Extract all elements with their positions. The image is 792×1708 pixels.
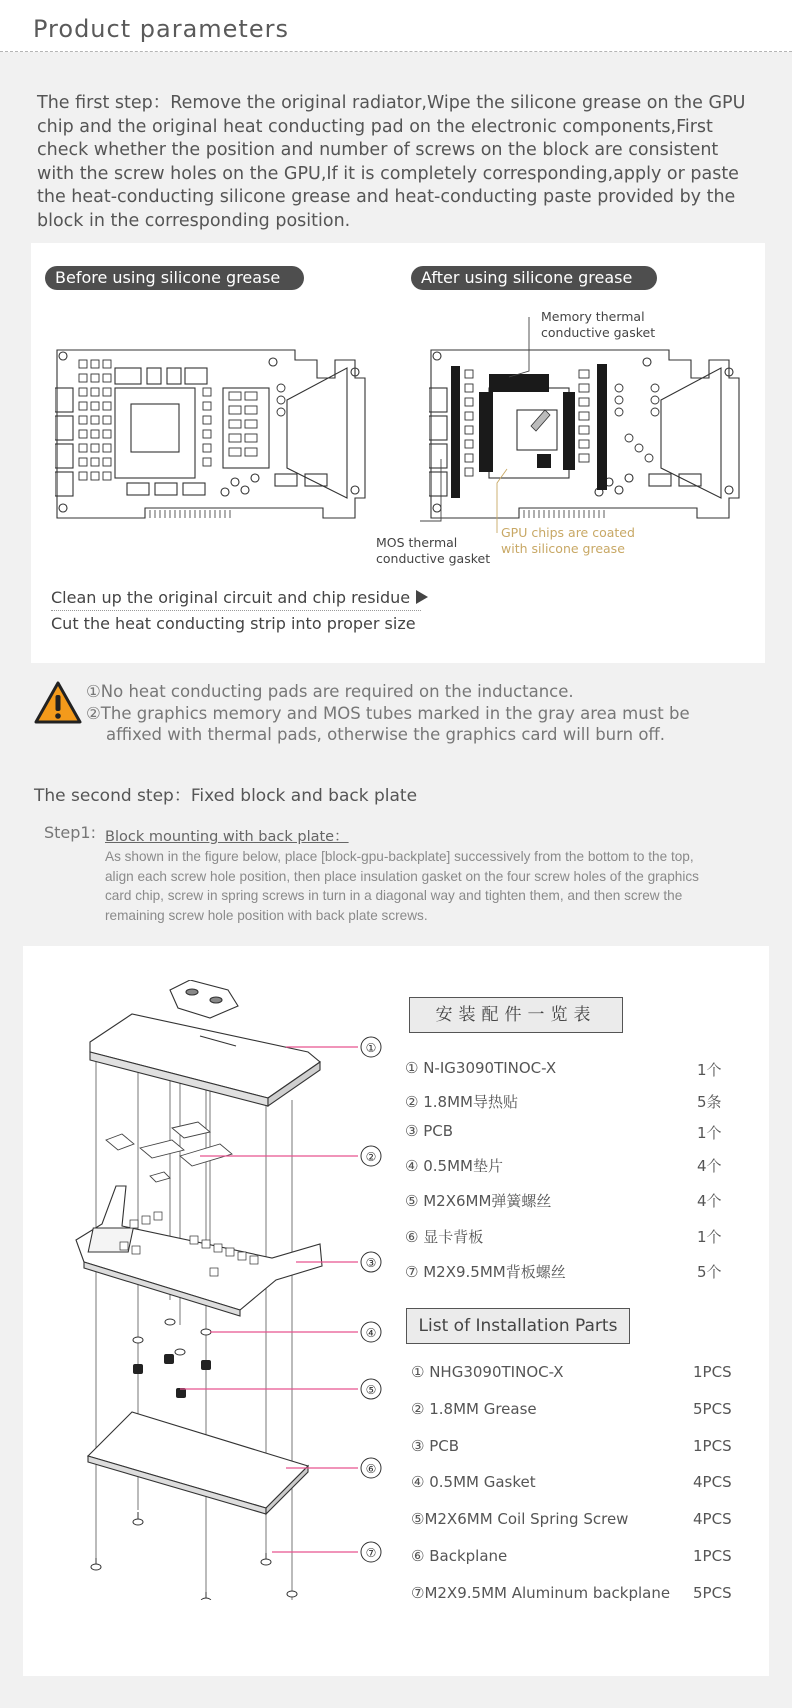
parts-en-qty: 4PCS bbox=[693, 1510, 732, 1528]
parts-en-row-5 bbox=[411, 1510, 741, 1530]
step1-body: As shown in the figure below, place [block-gpu-backplate] successively from the bottom to the top, align each screw hole position, then place insulation gasket on the four screw holes of the graphics card chip, screw in spring screws in turn in a diagonal way and tighten them, and then screw the remaining screw hole position with back plate screws. bbox=[105, 849, 699, 923]
parts-cn-name: ③ PCB bbox=[405, 1122, 454, 1140]
parts-cn-row-1 bbox=[405, 1059, 725, 1079]
exploded-assembly-diagram bbox=[60, 980, 400, 1600]
warning-text bbox=[86, 681, 690, 746]
parts-en-qty: 5PCS bbox=[693, 1400, 732, 1418]
before-label: Before using silicone grease bbox=[45, 266, 304, 290]
gpu-callout bbox=[501, 525, 635, 557]
parts-en-row-7 bbox=[411, 1584, 741, 1604]
parts-en-row-4 bbox=[411, 1473, 741, 1493]
gpu-callout-line1: GPU chips are coated bbox=[501, 525, 635, 540]
parts-cn-qty: 1个 bbox=[697, 1124, 722, 1142]
parts-en-row-3 bbox=[411, 1437, 741, 1457]
parts-cn-qty: 1个 bbox=[697, 1228, 722, 1246]
page-header bbox=[0, 0, 792, 52]
parts-list-cn-title: 安装配件一览表 bbox=[409, 997, 623, 1033]
mos-callout bbox=[376, 535, 490, 567]
parts-cn-row-2 bbox=[405, 1091, 725, 1111]
parts-cn-row-6 bbox=[405, 1226, 725, 1246]
warning-line1: ①No heat conducting pads are required on the inductance. bbox=[86, 682, 574, 701]
intro-text: The first step：Remove the original radiator,Wipe the silicone grease on the GPU chip and the original heat conducting pad on the electronic components,First check whether the position and number of screws on the block are consistent with the screw holes on the GPU,If it is completely corresponding,apply or paste the heat-conducting silicone grease and heat-conducting paste provided by the block in the corresponding position. bbox=[37, 93, 746, 231]
callout-num-6: ⑥ bbox=[365, 1462, 377, 1476]
warning-line2: ②The graphics memory and MOS tubes marked in the gray area must be bbox=[86, 703, 690, 723]
parts-cn-row-7 bbox=[405, 1261, 725, 1281]
parts-cn-row-4 bbox=[405, 1155, 725, 1175]
step1-label: Step1: bbox=[44, 823, 96, 842]
parts-en-name: ⑦M2X9.5MM Aluminum backplane bbox=[411, 1584, 671, 1602]
memory-callout-line2: conductive gasket bbox=[541, 325, 656, 340]
parts-cn-qty: 1个 bbox=[697, 1061, 722, 1079]
parts-cn-qty: 5个 bbox=[697, 1263, 722, 1281]
parts-cn-qty: 4个 bbox=[697, 1157, 722, 1175]
mos-callout-line2: conductive gasket bbox=[376, 551, 491, 566]
warning-icon bbox=[34, 680, 82, 726]
parts-en-qty: 1PCS bbox=[693, 1437, 732, 1455]
gpu-callout-line2: with silicone grease bbox=[501, 541, 625, 556]
parts-cn-row-3 bbox=[405, 1122, 725, 1142]
parts-en-name: ③ PCB bbox=[411, 1437, 460, 1455]
parts-en-qty: 1PCS bbox=[693, 1363, 732, 1381]
page-title: Product parameters bbox=[33, 15, 289, 43]
parts-cn-name: ② 1.8MM导热贴 bbox=[405, 1093, 518, 1111]
parts-cn-name: ⑦ M2X9.5MM背板螺丝 bbox=[405, 1263, 566, 1281]
warning-line3: affixed with thermal pads, otherwise the graphics card will burn off. bbox=[106, 725, 666, 744]
step1-title: Block mounting with back plate： bbox=[105, 829, 349, 845]
callout-num-7: ⑦ bbox=[365, 1546, 377, 1560]
second-step-title: The second step：Fixed block and back plate bbox=[34, 786, 418, 806]
parts-cn-name: ① N-IG3090TINOC-X bbox=[405, 1059, 557, 1077]
parts-cn-name: ⑥ 显卡背板 bbox=[405, 1228, 484, 1246]
cut-strip-text: Cut the heat conducting strip into proper size bbox=[51, 614, 416, 633]
parts-en-qty: 1PCS bbox=[693, 1547, 732, 1565]
dotted-divider bbox=[51, 610, 421, 611]
callout-num-5: ⑤ bbox=[365, 1383, 377, 1397]
parts-cn-row-5 bbox=[405, 1190, 725, 1210]
memory-callout bbox=[541, 309, 655, 341]
parts-list-en-title: List of Installation Parts bbox=[406, 1308, 630, 1344]
parts-en-name: ② 1.8MM Grease bbox=[411, 1400, 537, 1418]
parts-en-row-2 bbox=[411, 1400, 741, 1420]
clean-up-label: Clean up the original circuit and chip residue bbox=[51, 588, 411, 607]
parts-en-name: ⑤M2X6MM Coil Spring Screw bbox=[411, 1510, 629, 1528]
parts-en-name: ① NHG3090TINOC-X bbox=[411, 1363, 564, 1381]
callout-num-1: ① bbox=[365, 1041, 377, 1055]
parts-cn-name: ④ 0.5MM垫片 bbox=[405, 1157, 503, 1175]
parts-cn-qty: 5条 bbox=[697, 1093, 722, 1111]
parts-en-qty: 5PCS bbox=[693, 1584, 732, 1602]
parts-en-qty: 4PCS bbox=[693, 1473, 732, 1491]
parts-en-name: ④ 0.5MM Gasket bbox=[411, 1473, 536, 1491]
clean-up-text bbox=[51, 588, 429, 607]
parts-cn-qty: 4个 bbox=[697, 1192, 722, 1210]
parts-en-row-1 bbox=[411, 1363, 741, 1383]
play-arrow-icon bbox=[415, 589, 429, 605]
before-after-panel bbox=[31, 243, 765, 663]
parts-cn-name: ⑤ M2X6MM弹簧螺丝 bbox=[405, 1192, 552, 1210]
mos-callout-line1: MOS thermal bbox=[376, 535, 458, 550]
parts-en-name: ⑥ Backplane bbox=[411, 1547, 508, 1565]
after-label: After using silicone grease bbox=[411, 266, 657, 290]
callout-num-4: ④ bbox=[365, 1326, 377, 1340]
memory-callout-line1: Memory thermal bbox=[541, 309, 645, 324]
parts-en-row-6 bbox=[411, 1547, 741, 1567]
callout-num-2: ② bbox=[365, 1150, 377, 1164]
callout-num-3: ③ bbox=[365, 1256, 377, 1270]
